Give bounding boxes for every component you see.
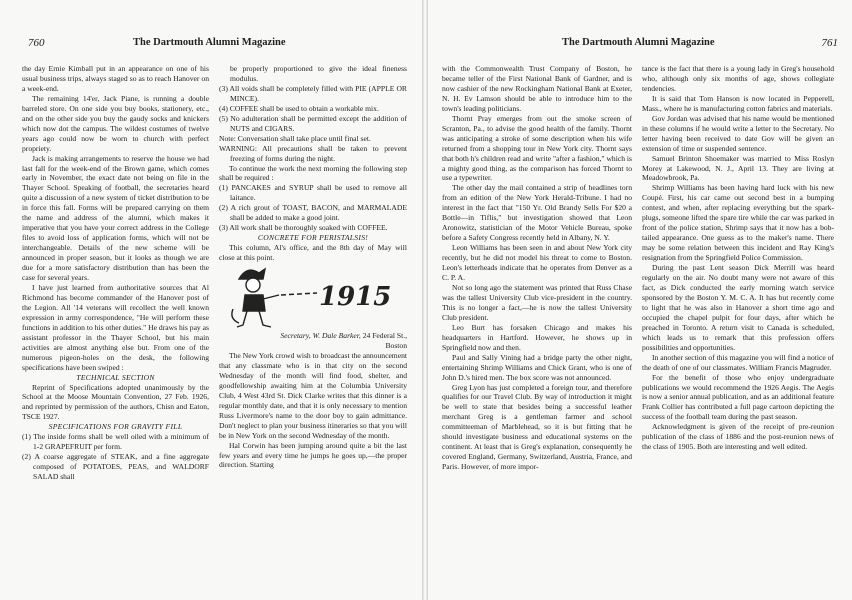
paragraph: Reprint of Specifications adopted unanimously by the School at the Moose Mountain Convention, 27 Feb. 1926, and reprinted by permission of the authors, Chisn and Eaton, TSCE 1927. bbox=[22, 382, 209, 422]
class-of-1915-drawing bbox=[219, 265, 407, 331]
paragraph: The other day the mail contained a strip of headlines torn from an edition of the New York Herald-Tribune. I had no interest in the fact that "150 Yr. Old Brandy Sells For $20 a Bottle—in Tiflis," but investigation showed that Leon Aronowitz, statistician of the Motor Vehicle Bureau, spoke before a Safety Congress recently held in Albany, N. Y. bbox=[442, 183, 632, 243]
spec-item: (1) PANCAKES and SYRUP shall be used to remove all laitance. bbox=[219, 183, 407, 203]
paragraph: Jack is making arrangements to reserve the house we had last fall for the week-end of the Brown game, which comes early in November, the exact date not being on file in the Thayer School. Speaking of football, the secretaries heard quite a discussion of a new system of ticket distribution to be in force this fall. Forms will be prepared carrying on them the name and address of the alumni, which makes it imperative that you have your correct address in the College files to avoid loss of application forms, which will not be interchangeable. Details of the new scheme will be announced in proper season, but it looks as though we are due for a more satisfactory distribution than has been the case for several years. bbox=[22, 153, 209, 283]
caption-name: W. Dale Barker, bbox=[312, 331, 361, 341]
spec-item: (2) A coarse aggregate of STEAK, and a fine aggregate composed of POTATOES, PEAS, and WALDORF SALAD shall bbox=[22, 452, 209, 482]
spec-item-continued: be properly proportioned to give the ideal fineness modulus. bbox=[230, 64, 407, 83]
left-column-1 bbox=[22, 64, 209, 482]
paragraph: This column, Al's office, and the 8th day of May will close at this point. bbox=[219, 243, 407, 263]
left-column-2 bbox=[219, 64, 407, 470]
paragraph: Thornt Pray emerges from out the smoke screen of Scranton, Pa., to advise the good health of the family. Thornt was anticipating a stroke of some description when his wife returned from a shopping tour in New York city. Thornt says that both h's children read and write "after a fashion," which is a mighty good thing, as the comparison has forced Thornt to use a typewriter. bbox=[442, 113, 632, 183]
paragraph: Acknowledgment is given of the receipt of pre-reunion publication of the class of 1886 and the post-reunion news of the class of 1905. Both are interesting and well edited. bbox=[642, 422, 834, 452]
paragraph: Not so long ago the statement was printed that Russ Chase was the tallest University Club vice-president in the country. This is no longer a fact,—he is now the tallest University Club president. bbox=[442, 282, 632, 322]
paragraph: During the past Lent season Dick Merrill was heard regularly on the air. No doubt many were not aware of this fact, as Dick conducted the early morning watch service sponsored by the Boston Y. M. C. A. It has but recently come to light that he was also in Hanover a short time ago and occupied the chapel pulpit for four days, after which he preached in Toronto. A return visit to Canada is scheduled, which leads us to remark that this profession offers possibilities and opportunities. bbox=[642, 263, 834, 352]
paragraph: It is said that Tom Hanson is now located in Pepperell, Mass., where he is manufacturing cotton fabrics and materials. bbox=[642, 93, 834, 113]
spec-item: (3) All work shall be thoroughly soaked with COFFEE. bbox=[219, 223, 388, 233]
paragraph: Gov Jordan was advised that his name would be mentioned in these columns if he would write a letter to the Secretary. No letter having been received to date Gov will be given an extension of time or suspended sentence. bbox=[642, 113, 834, 153]
caption-city: Boston bbox=[385, 341, 407, 351]
running-head-right: The Dartmouth Alumni Magazine bbox=[562, 37, 715, 48]
paragraph: with the Commonwealth Trust Company of Boston, he became teller of the First National Bank of Gardner, and is now cashier of the new Rockingham National Bank at Exeter, N. H. Ev Lamson should be able to introduce him to the town's leading politicians. bbox=[442, 64, 632, 113]
paragraph: Hal Corwin has been jumping around quite a bit the last few years and every time he jumps he goes up,—the proper direction. Starting bbox=[219, 440, 407, 470]
paragraph: tance is the fact that there is a young lady in Greg's household who, although only six months of age, shows collegiate tendencies. bbox=[642, 64, 834, 93]
running-head-left: The Dartmouth Alumni Magazine bbox=[133, 37, 286, 48]
right-column-1 bbox=[442, 64, 632, 472]
paragraph: I have just learned from authoritative sources that Al Richmond has become commander of the Hanover post of the Legion. All '14 veterans will recollect the well known expression in army correspondence, "He will perform these functions in addition to his other duties." He draws his pay as assistant professor in the Thayer School, but his main activities are almost anything else but. From one of the numerous pigeon-holes on the desk, the following specifications have been swiped : bbox=[22, 282, 209, 372]
cartoon-figure-icon bbox=[232, 269, 279, 327]
class-year-text: 1915 bbox=[319, 282, 392, 313]
paragraph: Greg Lyon has just completed a foreign tour, and therefore qualifies for our Travel Club. By way of introduction it might be well to state that besides being a successful leather merchant Greg is a gentleman farmer and school committeeman of Marblehead, so it is but fitting that he should investigate business and educational systems on the continent. At least that is Greg's explanation, consequently he covered England, Germany, Switzerland, Austria, France, and Paris. However, of more impor- bbox=[442, 382, 632, 472]
secretary-caption bbox=[219, 331, 407, 351]
right-page bbox=[428, 0, 852, 600]
spec-note: Note: Conversation shall take place until final set. bbox=[219, 133, 371, 143]
paragraph: Leon Williams has been seen in and about New York city recently, but he did not model his threat to come to Boston. Leon's letterheads indicate that he operates from Denver as a C. P. A. bbox=[442, 243, 632, 283]
right-column-2 bbox=[642, 64, 834, 452]
paragraph: Shrimp Williams has been having hard luck with his new Coupé. First, his car came out second best in a bumping contest, and when, after replacing everything but the spark-plugs, someone lifted the spare tire while the car was parked in front of the police station, Shrimp says that it now has a bob-tailed appearance. One guess as to the maker's name. There may be some relation between this incident and Ray King's resignation from the Springfield Police Commission. bbox=[642, 183, 834, 263]
left-page-header bbox=[0, 37, 422, 53]
paragraph: Leo Burt has forsaken Chicago and makes his headquarters in Hartford. However, he shows up in Springfield now and then. bbox=[442, 322, 632, 352]
spec-item: (4) COFFEE shall be used to obtain a workable mix. bbox=[219, 103, 379, 113]
paragraph: In another section of this magazine you will find a notice of the death of one of our classmates. William Francis Magruder. bbox=[642, 352, 834, 372]
spec-item: (3) All voids shall be completely filled with PIE (APPLE OR MINCE). bbox=[219, 83, 407, 103]
spec-item: (1) The inside forms shall be well oiled with a minimum of 1-2 GRAPEFRUIT per form. bbox=[22, 432, 209, 452]
paragraph: The remaining 14'er, Jack Piane, is running a double barreled store. On one side you buy books, stationery, etc., and on the other side you buy the gaudy socks and knickers which now dot the campus. The wildest costumes of twelve years ago could now be worn to church with perfect propriety. bbox=[22, 93, 209, 153]
specifications-heading: SPECIFICATIONS FOR GRAVITY FILL bbox=[48, 422, 183, 432]
paragraph: To continue the work the next morning the following step shall be required : bbox=[219, 163, 407, 183]
paragraph: the day Ernie Kimball put in an appearance on one of his usual business trips, always staged so as to reach Hanover on a week-end. bbox=[22, 64, 209, 93]
right-page-header bbox=[428, 37, 852, 53]
paragraph: Paul and Sally Vining had a bridge party the other night, entertaining Shrimp Williams and Chick Grant, who is one of John D.'s hired men. The box score was not announced. bbox=[442, 352, 632, 382]
paragraph: Samuel Brinton Shoemaker was married to Miss Roslyn Morey at Lakewood, N. J., April 13. They are living at Meadowbrook, Pa. bbox=[642, 153, 834, 183]
paragraph: For the benefit of those who enjoy undergraduate publications we would recommend the 1926 Aegis. The Aegis is now a senior annual publication, and as an additional feature Frank Collier has contributed a full page cartoon depicting the success of the football team during the past season. bbox=[642, 372, 834, 422]
page-number-left: 760 bbox=[28, 37, 45, 49]
left-page bbox=[0, 0, 422, 600]
paragraph: The New York crowd wish to broadcast the announcement that any classmate who is in that city on the second Wednesday of the month will find food, shelter, and goodfellowship awaiting him at the Columbia University Club, 4 West 43rd St. Dick Clarke writes that this dinner is a regular monthly date, and that it is only necessary to mention Russ Livermore's name to the door boy to gain admittance. Don't neglect to plan your business itineraries so that you will be in New York on the second Wednesday of the month. bbox=[219, 350, 407, 440]
page-number-right: 761 bbox=[821, 37, 838, 49]
concrete-heading: CONCRETE FOR PERISTALSIS! bbox=[257, 233, 369, 243]
spec-item: (5) No adulteration shall be permitted except the addition of NUTS and CIGARS. bbox=[219, 113, 407, 133]
technical-section-heading: TECHNICAL SECTION bbox=[76, 372, 155, 382]
spec-warning: WARNING: All precautions shall be taken to prevent freezing of forms during the night. bbox=[219, 143, 407, 163]
caption-role: Secretary, bbox=[280, 331, 311, 341]
caption-address: 24 Federal St., bbox=[362, 331, 407, 341]
spec-item: (2) A rich grout of TOAST, BACON, and MARMALADE shall be added to make a good joint. bbox=[219, 203, 407, 223]
